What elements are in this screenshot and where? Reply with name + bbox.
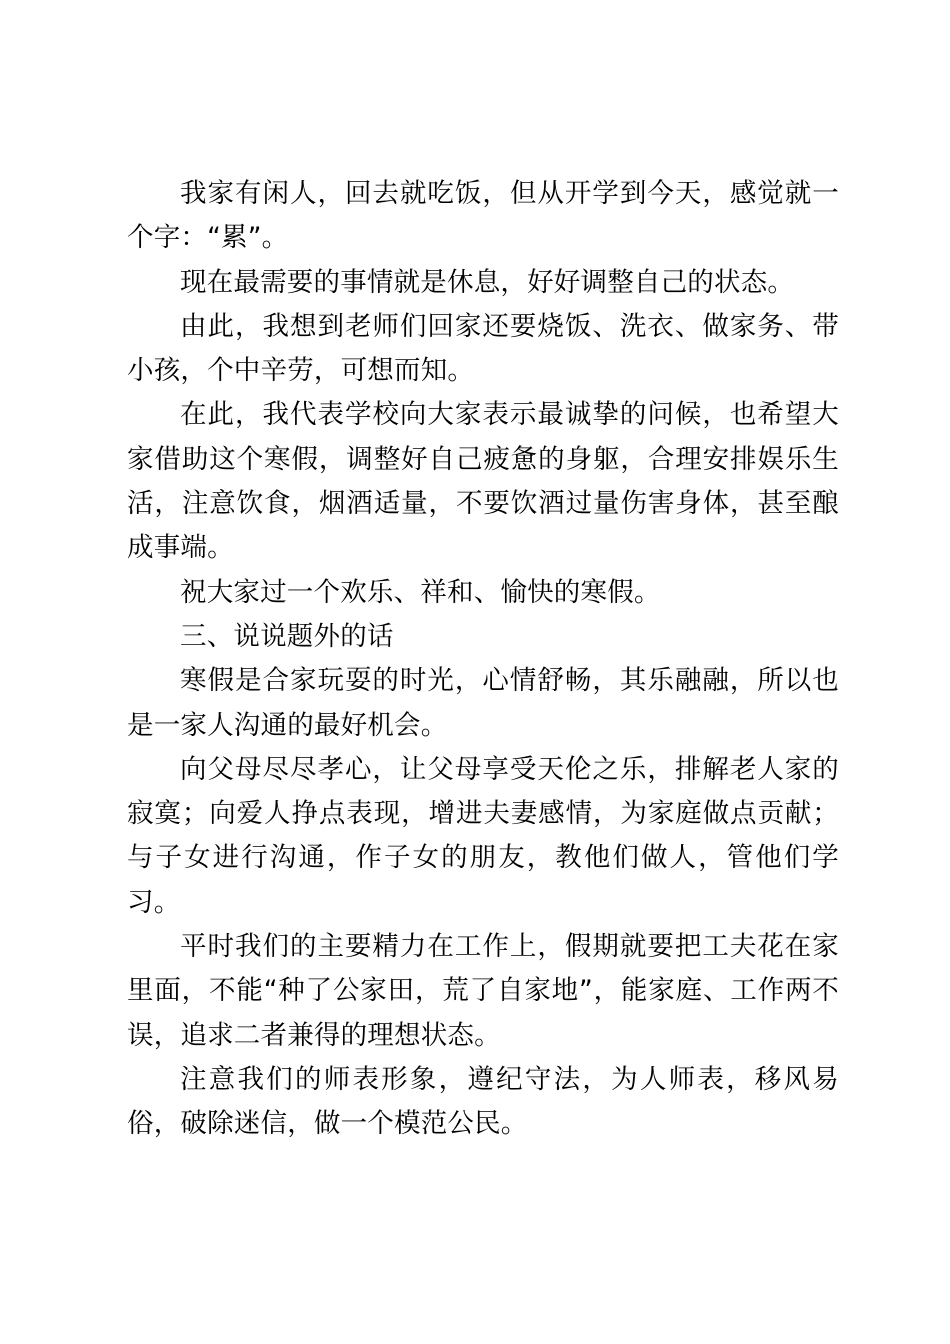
document-body bbox=[127, 172, 839, 1147]
section-heading: 三、说说题外的话 bbox=[180, 620, 394, 652]
paragraph-3: 由此，我想到老师们回家还要烧饭、洗衣、做家务、带小孩，个中辛劳，可想而知。 bbox=[127, 310, 839, 387]
paragraph-2: 现在最需要的事情就是休息，好好调整自己的状态。 bbox=[180, 266, 795, 298]
paragraph-6: 寒假是合家玩耍的时光，心情舒畅，其乐融融，所以也是一家人沟通的最好机会。 bbox=[127, 665, 839, 741]
paragraph-8: 平时我们的主要精力在工作上，假期就要把工夫花在家里面，不能“种了公家田，荒了自家地”，能家庭、工作两不误，追求二者兼得的理想状态。 bbox=[127, 931, 839, 1051]
paragraph-4: 在此，我代表学校向大家表示最诚挚的问候，也希望大家借助这个寒假，调整好自己疲惫的身躯，合理安排娱乐生活，注意饮食，烟酒适量，不要饮酒过量伤害身体，甚至酿成事端。 bbox=[127, 399, 839, 564]
paragraph-1: 我家有闲人，回去就吃饭，但从开学到今天，感觉就一个字：“累”。 bbox=[127, 178, 839, 254]
paragraph-9: 注意我们的师表形象，遵纪守法，为人师表，移风易俗，破除迷信，做一个模范公民。 bbox=[127, 1063, 839, 1140]
paragraph-7: 向父母尽尽孝心，让父母享受天伦之乐，排解老人家的寂寞；向爱人挣点表现，增进夫妻感情，为家庭做点贡献；与子女进行沟通，作子女的朋友，教他们做人，管他们学习。 bbox=[127, 753, 839, 918]
paragraph-5: 祝大家过一个欢乐、祥和、愉快的寒假。 bbox=[180, 576, 661, 608]
